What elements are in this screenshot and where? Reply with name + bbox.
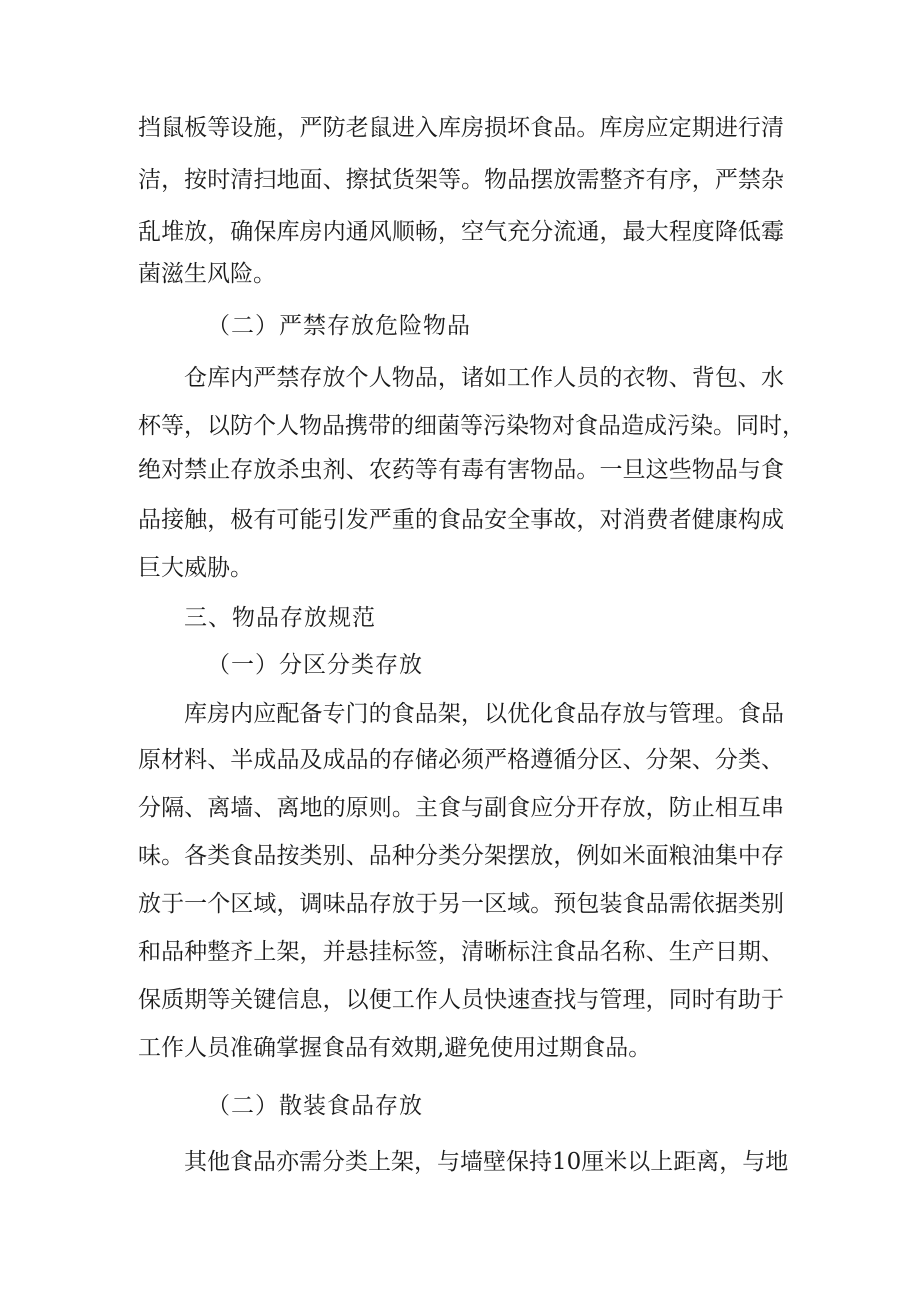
- paragraph-line: 洁，按时清扫地面、擦拭货架等。物品摆放需整齐有序，严禁杂: [138, 167, 784, 193]
- paragraph-line: 乱堆放，确保库房内通风顺畅，空气充分流通，最大程度降低霉: [138, 219, 784, 245]
- paragraph-line: 原材料、半成品及成品的存储必须严格遵循分区、分架、分类、: [138, 747, 784, 773]
- section-subheading: （一）分区分类存放: [207, 652, 423, 678]
- section-heading: 三、物品存放规范: [184, 605, 376, 631]
- paragraph-line: 工作人员准确掌握食品有效期,避免使用过期食品。: [138, 1035, 652, 1061]
- paragraph-line: 放于一个区域，调味品存放于另一区域。预包装食品需依据类别: [138, 891, 784, 917]
- paragraph-line: 绝对禁止存放杀虫剂、农药等有毒有害物品。一旦这些物品与食: [138, 457, 784, 483]
- paragraph-line: 挡鼠板等设施，严防老鼠进入库房损坏食品。库房应定期进行清: [138, 115, 784, 141]
- paragraph-line: 仓库内严禁存放个人物品，诸如工作人员的衣物、背包、水: [184, 365, 784, 391]
- paragraph-line: 保质期等关键信息，以便工作人员快速查找与管理，同时有助于: [138, 987, 784, 1013]
- paragraph-line: 库房内应配备专门的食品架，以优化食品存放与管理。食品: [184, 701, 784, 727]
- paragraph-line: 品接触，极有可能引发严重的食品安全事故，对消费者健康构成: [138, 507, 784, 533]
- paragraph-line: 其他食品亦需分类上架，与墙壁保持10厘米以上距离，与地: [184, 1149, 789, 1175]
- section-subheading: （二）严禁存放危险物品: [207, 313, 471, 339]
- section-subheading: （二）散装食品存放: [207, 1093, 423, 1119]
- paragraph-line: 菌滋生风险。: [138, 261, 276, 287]
- paragraph-line: 味。各类食品按类别、品种分类分架摆放，例如米面粮油集中存: [138, 843, 784, 869]
- paragraph-line: 和品种整齐上架，并悬挂标签，清晰标注食品名称、生产日期、: [138, 939, 784, 965]
- paragraph-line: 杯等，以防个人物品携带的细菌等污染物对食品造成污染。同时，: [138, 413, 805, 439]
- paragraph-line: 分隔、离墙、离地的原则。主食与副食应分开存放，防止相互串: [138, 795, 784, 821]
- paragraph-line: 巨大威胁。: [138, 555, 253, 581]
